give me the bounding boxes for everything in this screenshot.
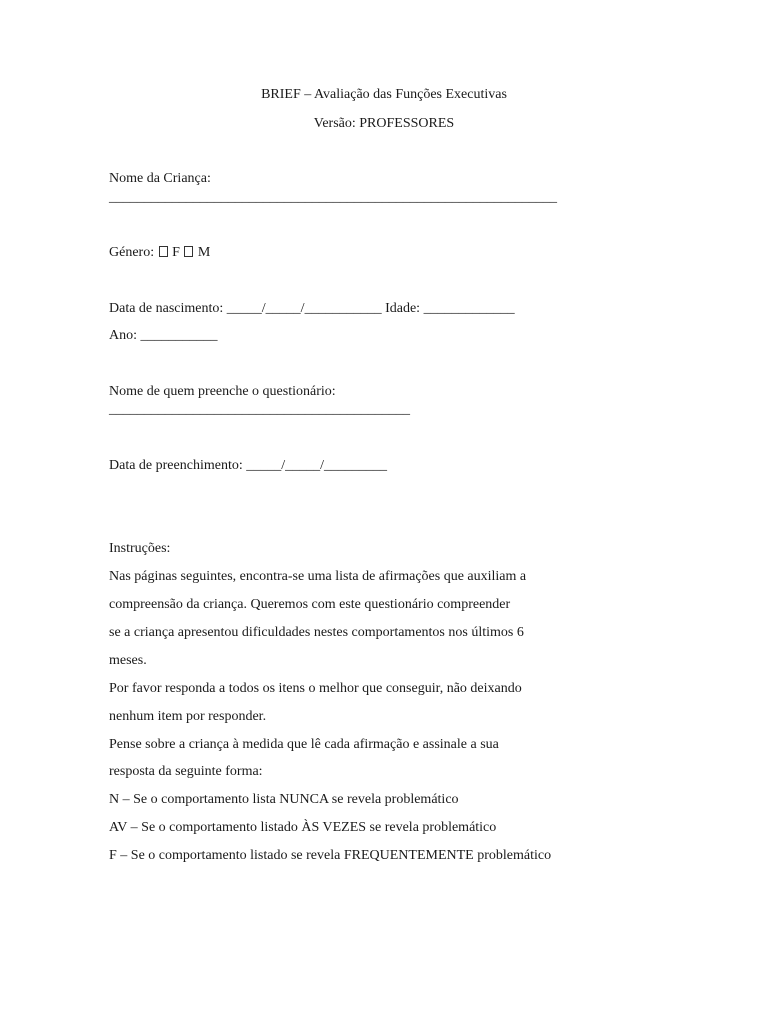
fill-date-blank: _____/_____/_________ [246,458,387,473]
instruction-line: Nas páginas seguintes, encontra-se uma lista de afirmações que auxiliam a [109,569,527,584]
year-row [109,328,218,344]
instruction-line: resposta da seguinte forma: [109,764,263,779]
instruction-line: Pense sobre a criança à medida que lê cada afirmação e assinale a sua [109,737,499,752]
instruction-line: se a criança apresentou dificuldades nestes comportamentos nos últimos 6 [109,625,524,640]
checkbox-f-icon [159,246,168,257]
gender-label: Género: [109,245,155,260]
gender-f-label: F [172,245,180,260]
legend-never: N – Se o comportamento lista NUNCA se revela problemático [109,792,459,807]
instruction-line: compreensão da criança. Queremos com este questionário compreender [109,597,511,612]
year-blank: ___________ [140,328,218,343]
birth-date-blank: _____/_____/___________ [226,301,382,316]
document-version: Versão: PROFESSORES [313,116,455,131]
age-blank: _____________ [423,301,515,316]
legend-sometimes: AV – Se o comportamento listado ÀS VEZES se revela problemático [109,820,497,835]
fill-date-row [109,458,387,474]
gender-row [109,245,210,261]
birth-date-label: Data de nascimento: [109,301,224,316]
fill-date-label: Data de preenchimento: [109,458,243,473]
checkbox-m-icon [184,246,193,257]
child-name-label: Nome da Criança: [109,171,211,186]
gender-m-label: M [197,245,211,260]
filler-line: ___________________________________________ [109,402,410,417]
instruction-line: Por favor responda a todos os itens o melhor que conseguir, não deixando [109,681,522,696]
filler-label: Nome de quem preenche o questionário: [109,384,336,399]
legend-frequently: F – Se o comportamento listado se revela FREQUENTEMENTE problemático [109,848,552,863]
instructions-heading: Instruções: [109,541,171,556]
age-label: Idade: [385,301,421,316]
child-name-line: ________________________________________________________________ [109,190,557,205]
year-label: Ano: [109,328,137,343]
document-title: BRIEF – Avaliação das Funções Executivas [261,87,507,102]
birth-date-row [109,301,515,317]
instruction-line: meses. [109,653,147,668]
instruction-line: nenhum item por responder. [109,709,267,724]
